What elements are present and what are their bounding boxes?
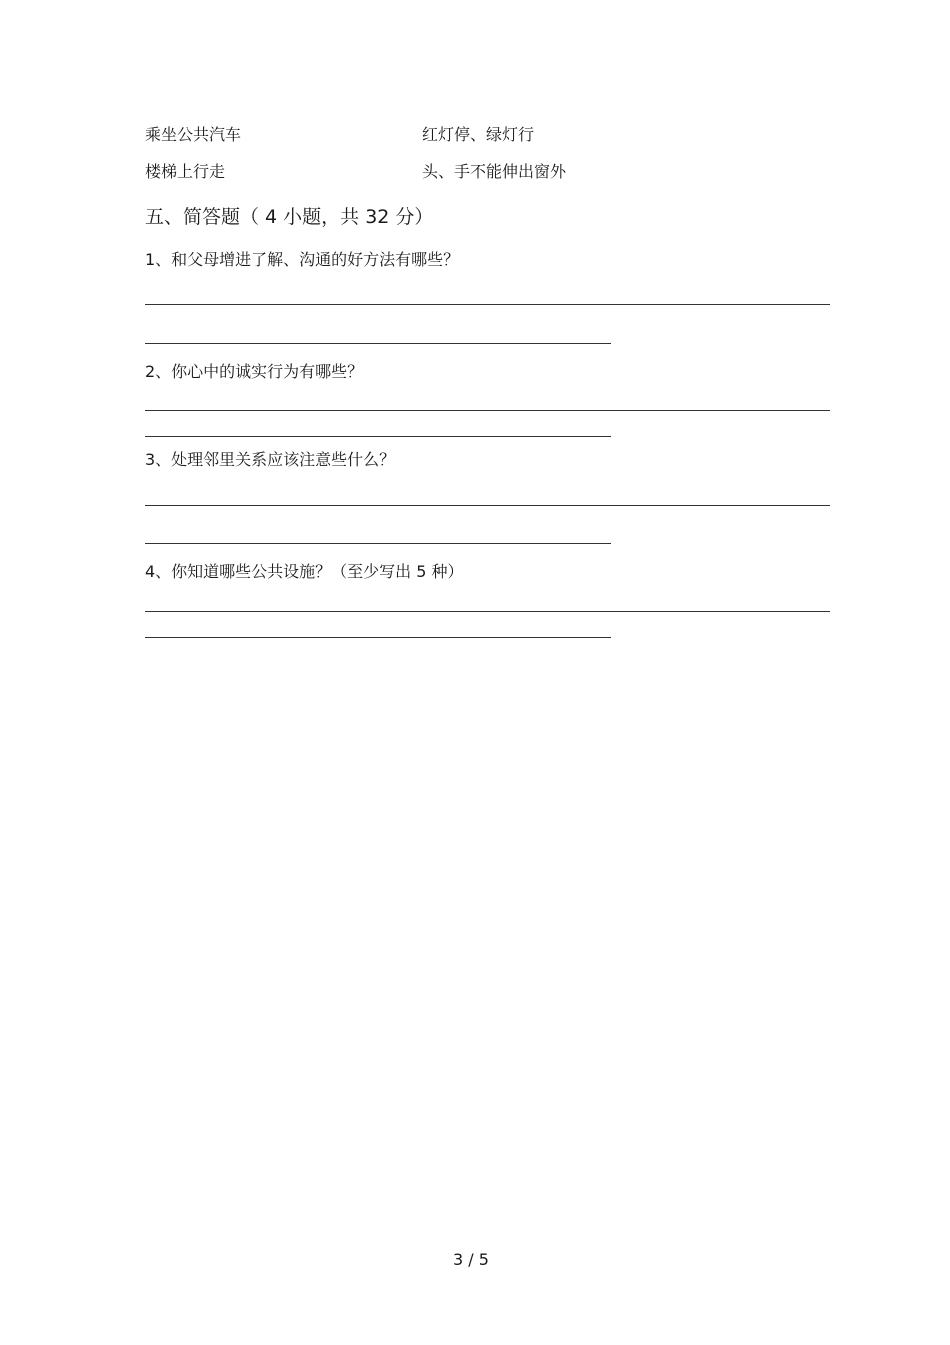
matching-right-item: 红灯停、绿灯行 bbox=[422, 125, 535, 144]
answer-line[interactable] bbox=[145, 304, 830, 305]
answer-line[interactable] bbox=[145, 543, 611, 544]
matching-left-item: 楼梯上行走 bbox=[145, 162, 226, 181]
question-text: 1、和父母增进了解、沟通的好方法有哪些？ bbox=[145, 250, 460, 269]
answer-line[interactable] bbox=[145, 410, 830, 411]
matching-left-item: 乘坐公共汽车 bbox=[145, 125, 242, 144]
section-title: 五、简答题（ 4 小题，共 32 分） bbox=[145, 206, 434, 228]
page-number: 3 / 5 bbox=[453, 1250, 489, 1269]
answer-line[interactable] bbox=[145, 611, 830, 612]
answer-line[interactable] bbox=[145, 637, 611, 638]
answer-line[interactable] bbox=[145, 343, 611, 344]
answer-line[interactable] bbox=[145, 505, 830, 506]
matching-right-item: 头、手不能伸出窗外 bbox=[422, 162, 567, 181]
answer-line[interactable] bbox=[145, 436, 611, 437]
question-text: 3、处理邻里关系应该注意些什么？ bbox=[145, 450, 396, 469]
question-text: 4、你知道哪些公共设施？（至少写出 5 种） bbox=[145, 562, 464, 581]
question-text: 2、你心中的诚实行为有哪些？ bbox=[145, 362, 364, 381]
